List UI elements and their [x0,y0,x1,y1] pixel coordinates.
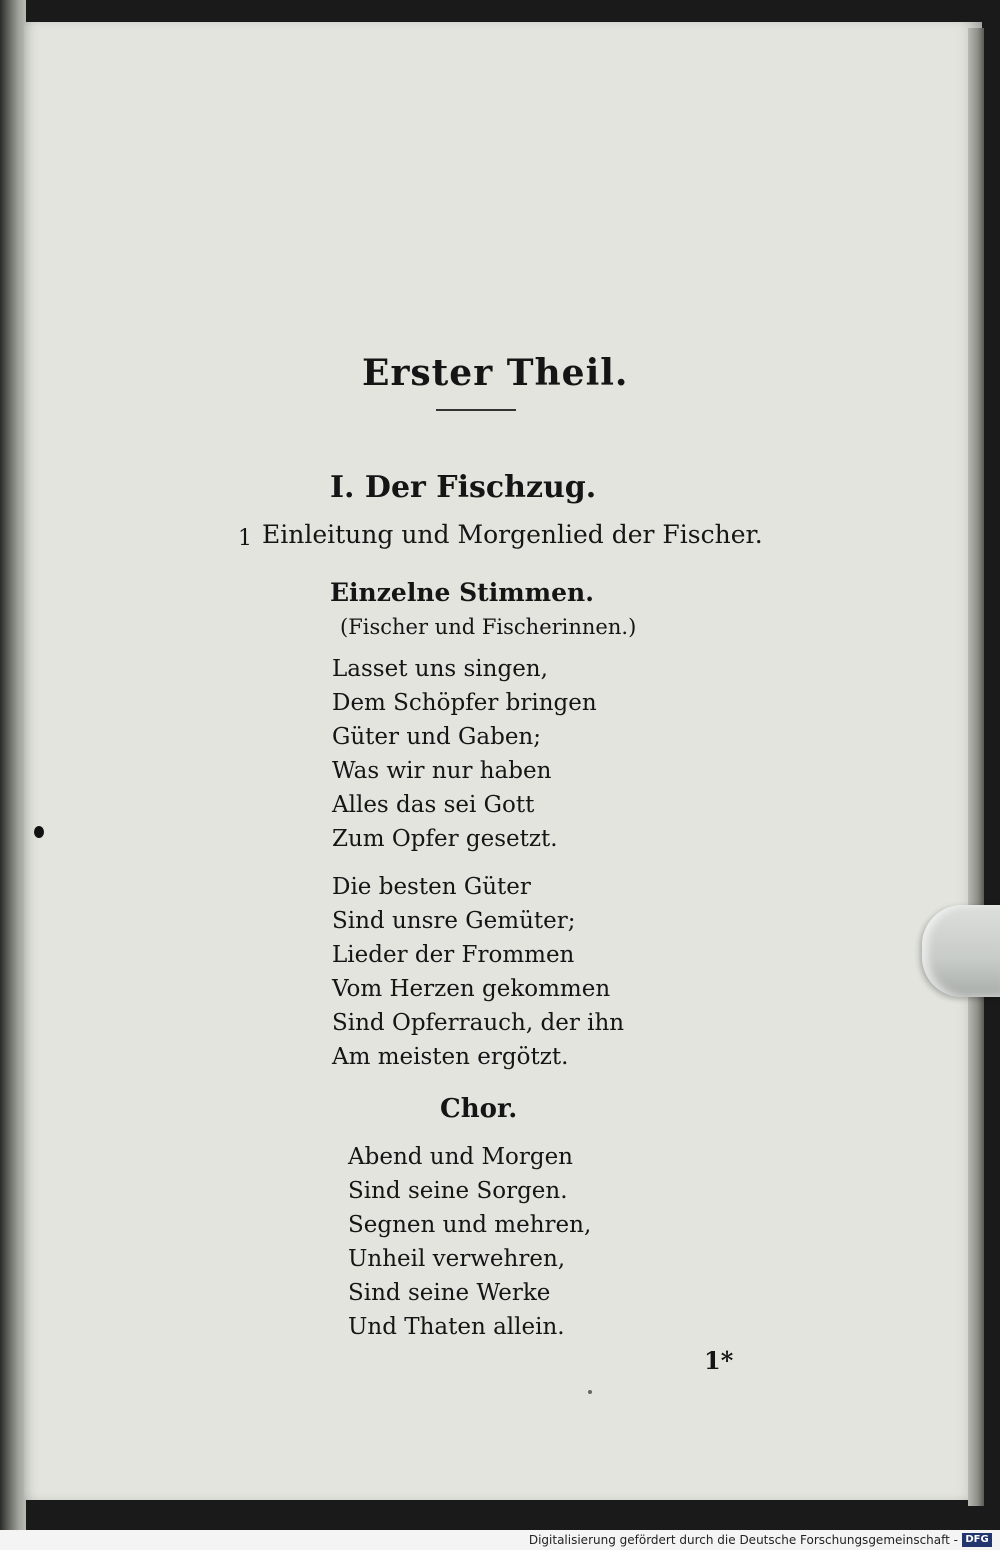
verse-line: Was wir nur haben [332,758,552,784]
voices-subheading: (Fischer und Fischerinnen.) [340,615,637,639]
verse-line: Vom Herzen gekommen [332,976,611,1002]
verse-line: Alles das sei Gott [332,792,535,818]
part-title: Erster Theil. [362,352,629,394]
title-divider [436,409,516,411]
verse-1 [332,652,597,856]
bleed-through-text [378,178,384,212]
page-right-edge [968,28,984,1506]
verse-line: Güter und Gaben; [332,724,541,750]
verse-line: Segnen und mehren, [348,1212,592,1238]
chor-heading: Chor. [440,1094,518,1124]
verse-line: Zum Opfer gesetzt. [332,826,558,852]
footer-credit: Digitalisierung gefördert durch die Deutsche Forschungsgemeinschaft - [528,1533,958,1547]
section-title: I. Der Fischzug. [330,470,597,505]
verse-line: Abend und Morgen [348,1144,573,1170]
page-clip [922,905,1000,997]
binding-hole [34,826,44,838]
voices-heading: Einzelne Stimmen. [330,578,594,607]
verse-line: Am meisten ergötzt. [332,1044,569,1070]
verse-line: Sind seine Werke [348,1280,551,1306]
verse-2 [332,870,624,1074]
ink-speck [588,1390,592,1394]
verse-3 [348,1140,591,1344]
verse-line: Sind unsre Gemüter; [332,908,576,934]
verse-line: Sind Opferrauch, der ihn [332,1010,625,1036]
verse-line: Lieder der Frommen [332,942,575,968]
intro-number: 1 [238,526,252,551]
verse-line: Sind seine Sorgen. [348,1178,568,1204]
verse-line: Und Thaten allein. [348,1314,565,1340]
scan-left-edge [0,0,26,1530]
verse-line: Die besten Güter [332,874,531,900]
verse-line: Dem Schöpfer bringen [332,690,597,716]
verse-line: Lasset uns singen, [332,656,548,682]
dfg-logo: DFG [962,1533,992,1547]
intro-heading: Einleitung und Morgenlied der Fischer. [262,520,763,549]
signature-mark: 1* [704,1346,734,1375]
verse-line: Unheil verwehren, [348,1246,566,1272]
